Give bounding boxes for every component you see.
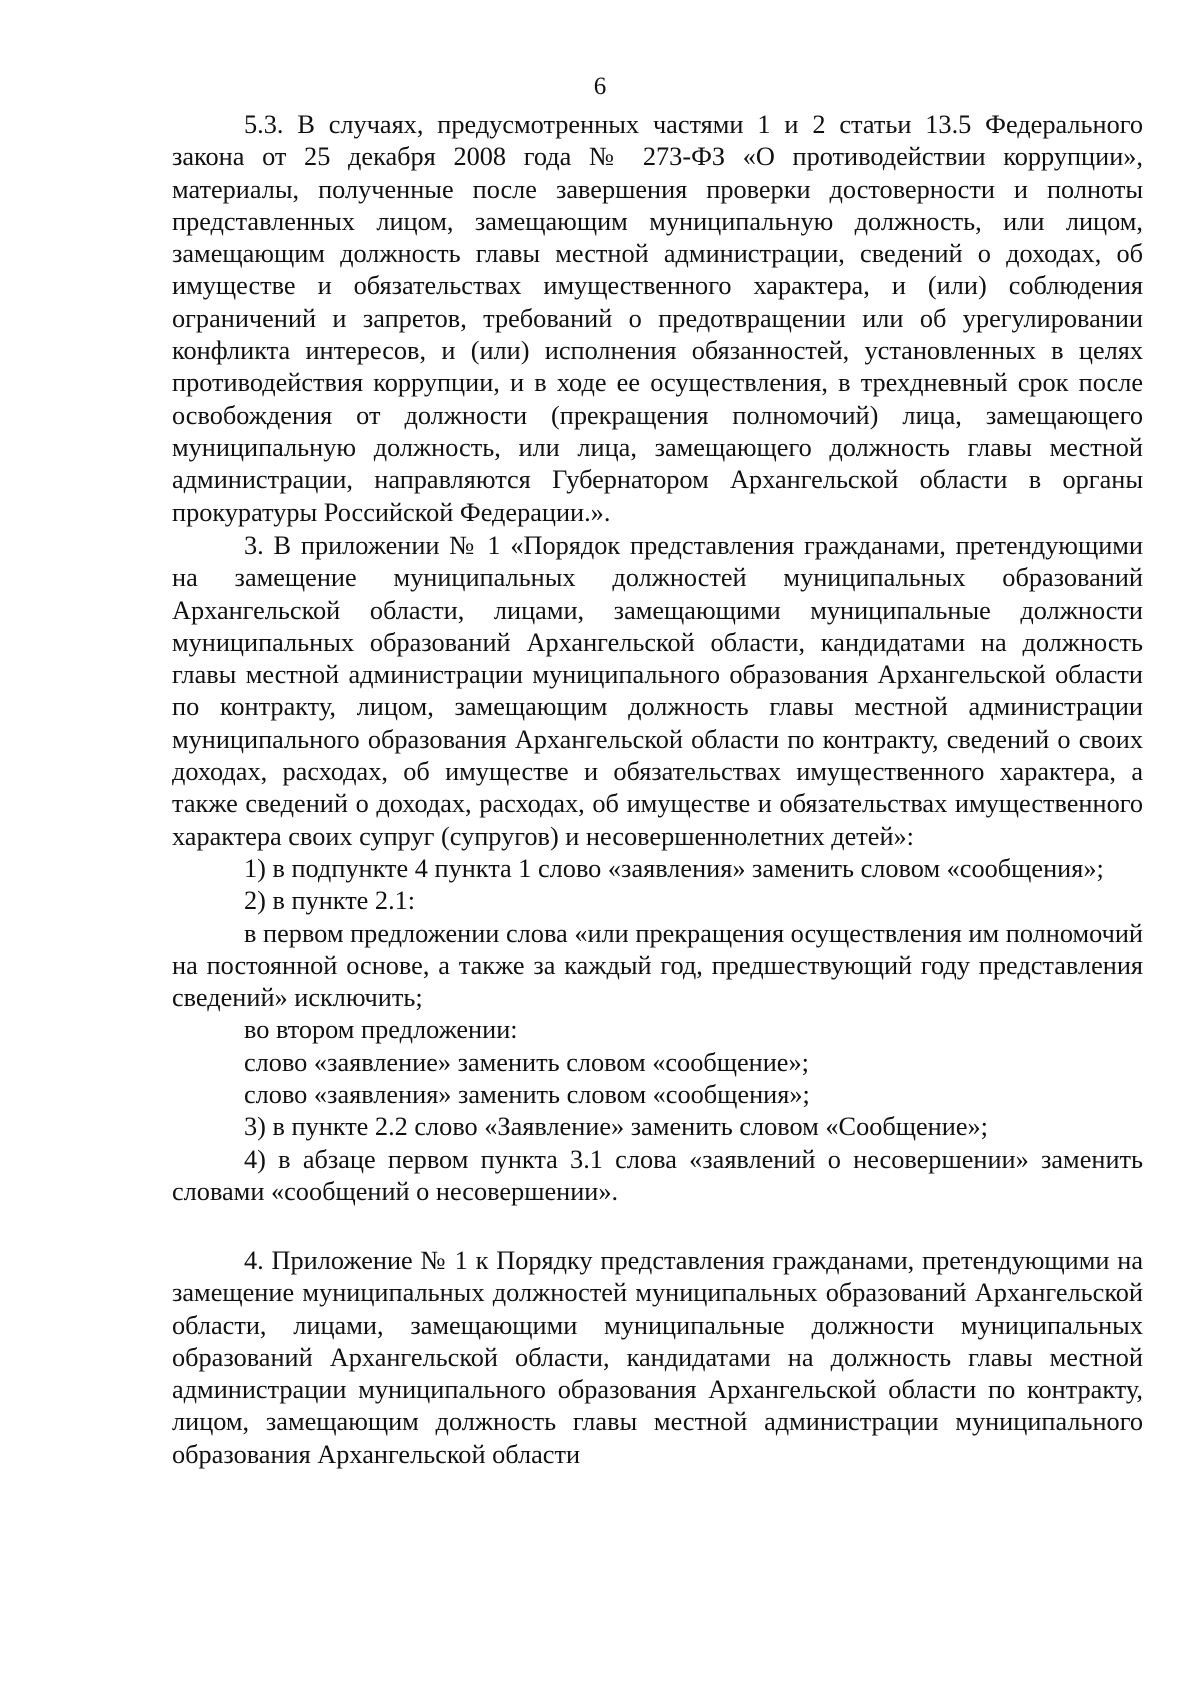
section-4	[172, 1245, 1143, 1471]
paragraph-3-item-2-second-b: слово «заявления» заменить словом «сообщения»;	[244, 1080, 810, 1110]
paragraph-3-item-2-second-sentence: во втором предложении:	[244, 1015, 518, 1045]
paragraph-5-3: 5.3. В случаях, предусмотренных частями 1 и 2 статьи 13.5 Федерального закона от 25 декабря 2008 года № 273-ФЗ «О противодействии коррупции», материалы, полученные после завершения проверки достоверности и полноты представленных лицом, замещающим муниципальную должность, или лицом, замещающим должность главы местной администрации, сведений о доходах, об имуществе и обязательствах имущественного характера, и (или) соблюдения ограничений и запретов, требований о предотвращении или об урегулировании конфликта интересов, и (или) исполнения обязанностей, установленных в целях противодействия коррупции, и в ходе ее осуществления, в трехдневный срок после освобождения от должности (прекращения полномочий) лица, замещающего муниципальную должность, или лица, замещающего должность главы местной администрации, направляются Губернатором Архангельской области в органы прокуратуры Российской Федерации.».	[172, 110, 1143, 527]
paragraph-3-item-4: 4) в абзаце первом пункта 3.1 слова «заявлений о несовершении» заменить словами «сообщений о несовершении».	[172, 1144, 1143, 1206]
paragraph-3-item-1: 1) в подпункте 4 пункта 1 слово «заявления» заменить словом «сообщения»;	[244, 853, 1104, 883]
section-3	[172, 530, 1143, 1208]
paragraph-3-intro: 3. В приложении № 1 «Порядок представления гражданами, претендующими на замещение муниципальных должностей муниципальных образований Архангельской области, лицами, замещающими муниципальные должности муниципальных образований Архангельской области, кандидатами на должность главы местной администрации муниципального образования Архангельской области по контракту, лицом, замещающим должность главы местной администрации муниципального образования Архангельской области по контракту, сведений о своих доходах, расходах, об имуществе и обязательствах имущественного характера, а также сведений о доходах, расходах, об имуществе и обязательствах имущественного характера своих супруг (супругов) и несовершеннолетних детей»:	[172, 531, 1143, 851]
paragraph-3-item-2: 2) в пункте 2.1:	[244, 886, 416, 916]
paragraph-4: 4. Приложение № 1 к Порядку представления гражданами, претендующими на замещение муниципальных должностей муниципальных образований Архангельской области, лицами, замещающими муниципальные должности муниципальных образований Архангельской области, кандидатами на должность главы местной администрации муниципального образования Архангельской области по контракту, лицом, замещающим должность главы местной администрации муниципального образования Архангельской области	[172, 1246, 1143, 1469]
paragraph-3-item-2-second-a: слово «заявление» заменить словом «сообщение»;	[244, 1047, 809, 1077]
page-number: 6	[593, 73, 607, 100]
paragraph-3-item-3: 3) в пункте 2.2 слово «Заявление» заменить словом «Сообщение»;	[244, 1112, 988, 1142]
section-5-3	[172, 109, 1143, 529]
paragraph-3-item-2-first-sentence: в первом предложении слова «или прекращения осуществления им полномочий на постоянной основе, а также за каждый год, предшествующий году представления сведений» исключить;	[172, 918, 1143, 1013]
